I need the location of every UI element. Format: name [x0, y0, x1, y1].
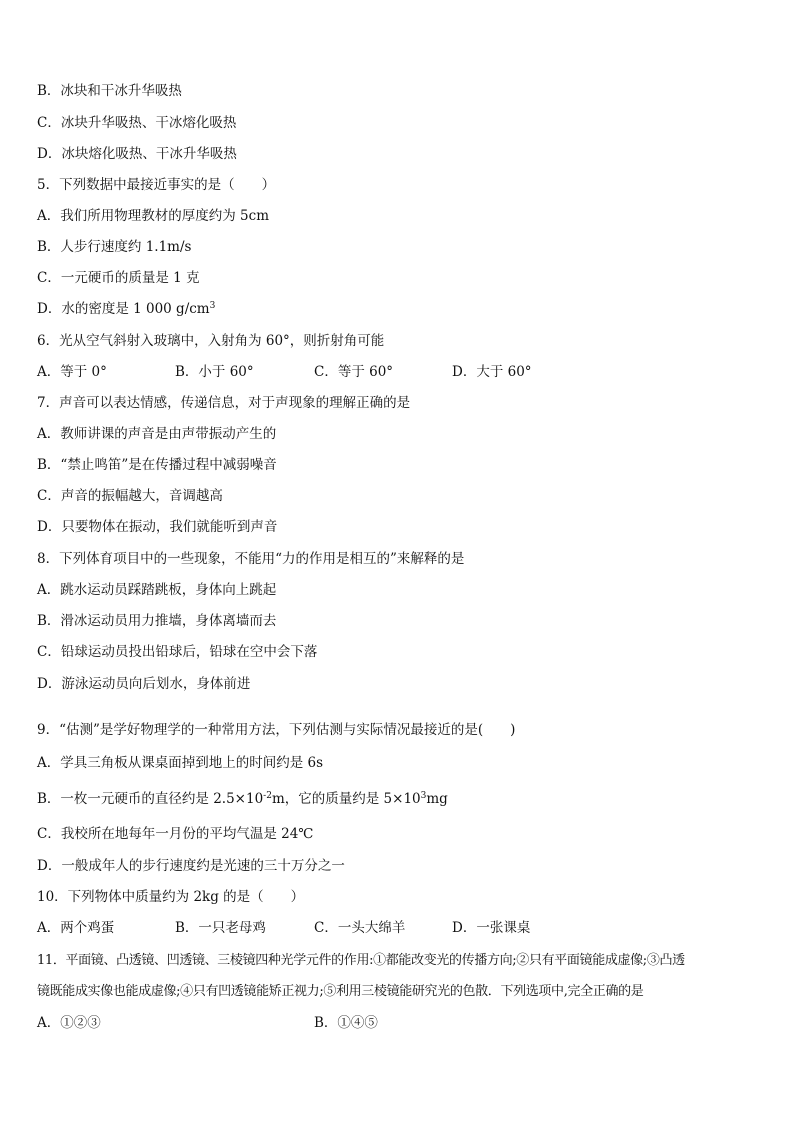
q4-option-c: C．冰块升华吸热、干冰熔化吸热: [37, 115, 237, 131]
q9-option-c: C．我校所在地每年一月份的平均气温是 24℃: [37, 826, 314, 842]
q6-option-c: C．等于 60°: [314, 364, 394, 380]
q11-stem-line-1: 11．平面镜、凸透镜、凹透镜、三棱镜四种光学元件的作用:①都能改变光的传播方向;②只有平面镜能成虚像;③凸透: [37, 953, 685, 968]
q8-option-c: C．铅球运动员投出铅球后，铅球在空中会下落: [37, 644, 318, 660]
q10-option-a: A．两个鸡蛋: [37, 920, 115, 936]
q11-stem-line-2: 镜既能成实像也能成虚像;④只有凹透镜能矫正视力;⑤利用三棱镜能研究光的色散．下列选项中,完全正确的是: [37, 984, 644, 999]
q7-option-b: B．“禁止鸣笛”是在传播过程中减弱噪音: [37, 457, 277, 473]
q10-option-d: D．一张课桌: [452, 920, 531, 936]
q7-stem: 7．声音可以表达情感，传递信息，对于声现象的理解正确的是: [37, 395, 411, 411]
q5-option-d-exponent: 3: [209, 301, 216, 311]
q4-option-b: B．冰块和干冰升华吸热: [37, 83, 182, 99]
q9-option-b-text-2: m，它的质量约是 5×10: [271, 791, 421, 807]
q10-option-b: B．一只老母鸡: [175, 920, 266, 936]
q9-option-b-text-3: mg: [426, 791, 448, 807]
q9-option-a: A．学具三角板从课桌面掉到地上的时间约是 6s: [37, 755, 324, 771]
q6-option-b: B．小于 60°: [175, 364, 254, 380]
q5-option-d-text: D．水的密度是 1 000 g/cm: [37, 301, 210, 317]
q7-option-a: A．教师讲课的声音是由声带振动产生的: [37, 426, 277, 442]
q10-stem: 10．下列物体中质量约为 2kg 的是（ ）: [37, 889, 305, 905]
q5-option-b: B．人步行速度约 1.1m/s: [37, 239, 192, 255]
q4-option-d: D．冰块熔化吸热、干冰升华吸热: [37, 146, 237, 162]
q7-option-c: C．声音的振幅越大，音调越高: [37, 488, 223, 504]
q11-option-a: A．①②③: [37, 1015, 101, 1031]
q10-option-c: C．一头大绵羊: [314, 920, 406, 936]
q7-option-d: D．只要物体在振动，我们就能听到声音: [37, 519, 278, 535]
q9-option-b-text-1: B．一枚一元硬币的直径约是 2.5×10: [37, 791, 264, 807]
q5-stem: 5．下列数据中最接近事实的是（ ）: [37, 177, 276, 193]
q9-option-b-exponent-2: 3: [420, 791, 427, 801]
q6-stem: 6．光从空气斜射入玻璃中，入射角为 60°，则折射角可能: [37, 333, 385, 349]
q9-option-d: D．一般成年人的步行速度约是光速的三十万分之一: [37, 858, 345, 874]
q6-option-d: D．大于 60°: [452, 364, 532, 380]
q9-option-b-exponent-1: -2: [263, 791, 272, 801]
q8-stem: 8．下列体育项目中的一些现象，不能用“力的作用是相互的”来解释的是: [37, 551, 465, 567]
q8-option-b: B．滑冰运动员用力推墙，身体离墙而去: [37, 613, 277, 629]
q9-stem: 9．“估测”是学好物理学的一种常用方法，下列估测与实际情况最接近的是( ): [37, 722, 516, 738]
q11-option-b: B．①④⑤: [314, 1015, 378, 1031]
q9-option-b: [37, 790, 448, 808]
q8-option-a: A．跳水运动员踩踏跳板，身体向上跳起: [37, 582, 277, 598]
q5-option-d: [37, 300, 215, 318]
q8-option-d: D．游泳运动员向后划水，身体前进: [37, 676, 251, 692]
q5-option-c: C．一元硬币的质量是 1 克: [37, 270, 200, 286]
q5-option-a: A．我们所用物理教材的厚度约为 5cm: [37, 208, 269, 224]
q6-option-a: A．等于 0°: [37, 364, 107, 380]
